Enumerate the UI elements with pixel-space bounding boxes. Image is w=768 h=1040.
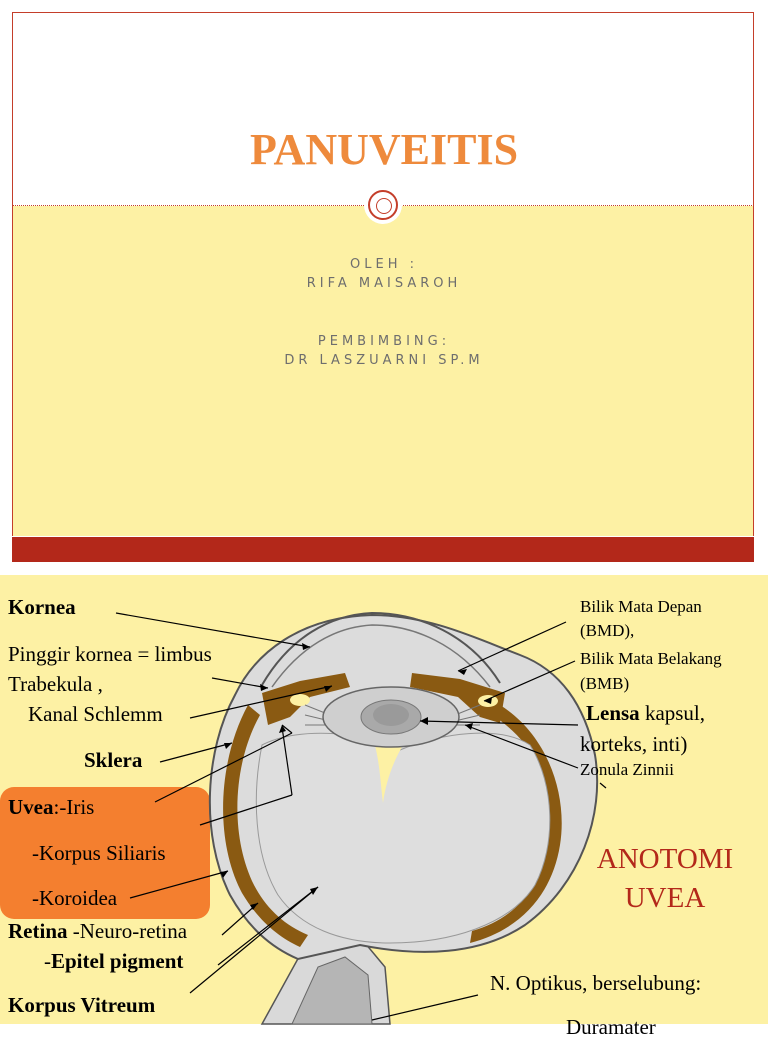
label-sklera: Sklera: [84, 748, 143, 772]
anotomi-title-1: ANOTOMI: [596, 843, 734, 875]
label-lensa: [586, 701, 705, 726]
label-trabekula: Trabekula ,: [8, 672, 103, 696]
label-bmb-2: (BMB): [580, 674, 630, 693]
label-n-optikus: N. Optikus, berselubung:: [490, 971, 702, 995]
label-kanal-schlemm: Kanal Schlemm: [28, 702, 163, 726]
label-bmb-1: Bilik Mata Belakang: [580, 649, 722, 668]
label-kornea: Kornea: [8, 595, 76, 619]
footer-bar: [12, 537, 754, 562]
label-korpus-siliaris: -Korpus Siliaris: [32, 841, 166, 865]
label-korpus-vitreum: Korpus Vitreum: [8, 993, 156, 1017]
label-epitel-pigment: [44, 949, 183, 974]
anatomy-slide: [0, 575, 768, 1039]
label-epitel-dash: -: [44, 949, 51, 973]
label-lensa-2: korteks, inti): [580, 732, 688, 756]
label-epitel-bold: Epitel pigment: [51, 949, 184, 973]
label-retina: [8, 919, 187, 944]
label-retina-neuro: -Neuro-retina: [67, 919, 188, 943]
vitreous-body: [256, 733, 549, 943]
oleh-label: OLEH :: [350, 257, 418, 272]
slide-title: PANUVEITIS: [249, 125, 519, 174]
label-bmd-2: (BMD),: [580, 621, 635, 640]
label-uvea-iris: :-Iris: [53, 795, 95, 819]
label-lensa-kapsul: kapsul,: [639, 701, 706, 725]
circle-ornament-icon: [364, 186, 402, 224]
label-zonula: Zonula Zinnii: [580, 760, 674, 779]
label-koroidea: -Koroidea: [32, 886, 118, 910]
label-duramater-cut: Duramater: [566, 1015, 656, 1039]
pembimbing-label: PEMBIMBING:: [317, 334, 451, 349]
label-lensa-bold: Lensa: [586, 701, 640, 725]
label-uvea-bold: Uvea: [8, 795, 54, 819]
title-panel: [12, 12, 754, 206]
label-retina-bold: Retina: [8, 919, 68, 943]
label-pinggir-kornea: Pinggir kornea = limbus: [8, 642, 212, 666]
author-name: RIFA MAISAROH: [306, 276, 462, 291]
subtitle-panel: [12, 206, 754, 536]
label-bmd-1: Bilik Mata Depan: [580, 597, 702, 616]
anotomi-title-2: UVEA: [624, 882, 706, 914]
supervisor-name: DR LASZUARNI SP.M: [284, 353, 484, 368]
label-uvea: [8, 795, 94, 820]
